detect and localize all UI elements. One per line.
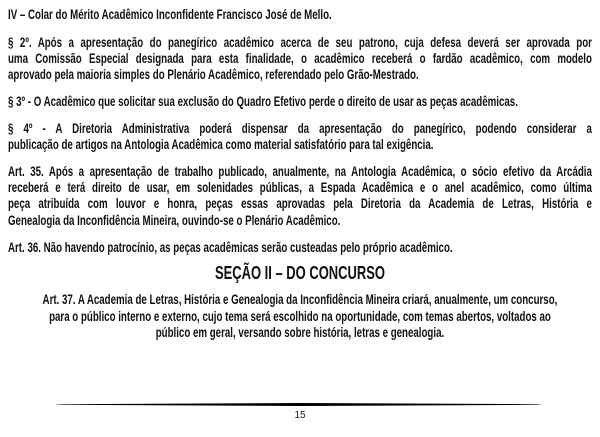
text-line: peça atribuída com louvor e honra, peças essas aprovadas pela Diretoria da Academia de Letras, História e — [8, 196, 592, 211]
section-heading: SEÇÃO II – DO CONCURSO — [214, 263, 385, 283]
text-line: § 4º - A Diretoria Administrativa poderá dispensar da apresentação do panegírico, podendo considerar a — [8, 121, 592, 136]
text-line: publicação de artigos na Antologia Acadêmica como material satisfatório para tal exigência. — [8, 137, 434, 152]
text-line: Art. 37. A Academia de Letras, História e Genealogia da Inconfidência Mineira criará, anualmente, um concurso, — [42, 292, 558, 307]
text-line: público em geral, versando sobre história, letras e genealogia. — [155, 325, 445, 340]
page-number: 15 — [294, 410, 306, 421]
text-line: uma Comissão Especial designada para esta finalidade, o acadêmico receberá o fardão acadêmico, com modelo — [8, 51, 592, 66]
text-line: Genealogia da Inconfidência Mineira, ouvindo-se o Plenário Acadêmico. — [8, 213, 341, 228]
text-line: § 2º. Após a apresentação do panegírico acadêmico acerca de seu patrono, cuja defesa deverá ser aprovada por — [8, 35, 592, 50]
text-line: para o público interno e externo, cujo tema será escolhido na oportunidade, com temas abertos, voltados ao — [49, 309, 551, 324]
text-line: aprovado pela maioria simples do Plenário Acadêmico, referendado pelo Grão-Mestrado. — [8, 67, 419, 82]
text-line: Art. 35. Após a apresentação de trabalho publicado, anualmente, na Antologia Acadêmica, o sócio efetivo da Arcádia — [8, 164, 592, 179]
text-line: § 3º - O Acadêmico que solicitar sua exclusão do Quadro Efetivo perde o direito de usar as peças acadêmicas. — [8, 94, 518, 109]
text-line: Art. 36. Não havendo patrocínio, as peças acadêmicas serão custeadas pelo próprio acadêmico. — [8, 240, 453, 255]
text-line: receberá e terá direito de usar, em solenidades públicas, a Espada Acadêmica e o anel acadêmico, como última — [8, 180, 592, 195]
footer-rule — [55, 403, 543, 406]
text-line: IV – Colar do Mérito Acadêmico Inconfidente Francisco José de Mello. — [8, 7, 332, 22]
